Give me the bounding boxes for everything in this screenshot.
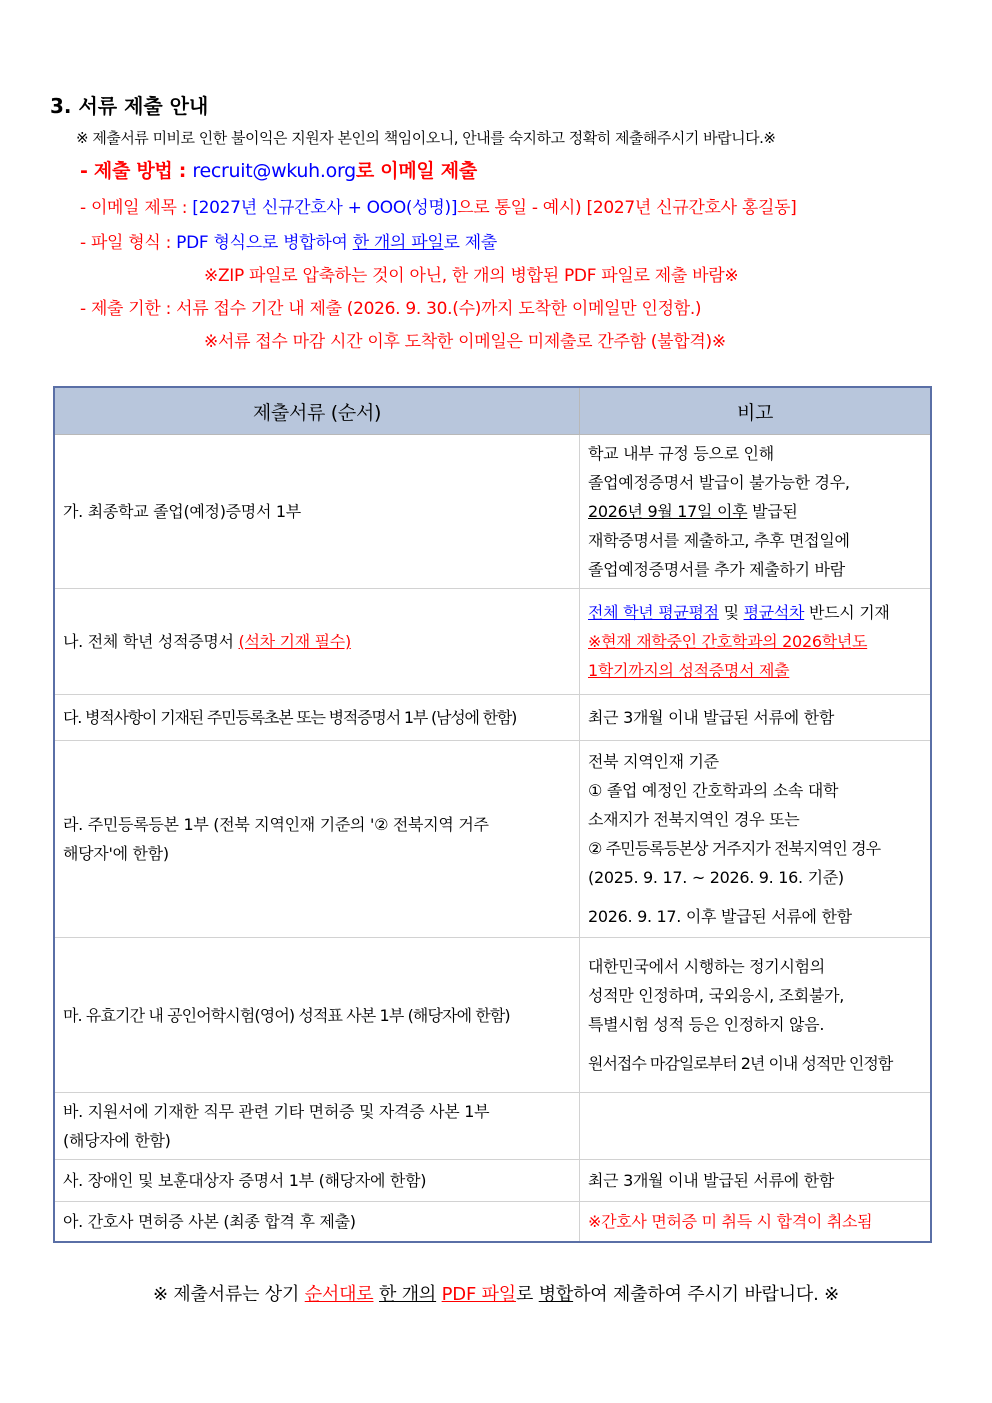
filetype-note: ※ZIP 파일로 압축하는 것이 아닌, 한 개의 병합된 PDF 파일로 제출 바람※	[204, 266, 739, 286]
header-remarks: 비고	[580, 387, 932, 435]
table-row	[54, 435, 931, 589]
table-row	[54, 938, 931, 1093]
email-address: recruit@wkuh.org	[192, 160, 356, 182]
doc-cell: 다. 병적사항이 기재된 주민등록초본 또는 병적증명서 1부 (남성에 한함)	[54, 695, 580, 741]
note-cell: 대한민국에서 시행하는 정기시험의 성적만 인정하며, 국외응시, 조회불가, 특별시험 성적 등은 인정하지 않음. 원서접수 마감일로부터 2년 이내 성적만 인정함	[580, 938, 932, 1093]
doc-cell: 가. 최종학교 졸업(예정)증명서 1부	[54, 435, 580, 589]
table-header-row	[54, 387, 931, 435]
table-row	[54, 589, 931, 695]
method-line: - 제출 방법 : recruit@wkuh.org로 이메일 제출	[80, 160, 477, 182]
table-row	[54, 695, 931, 741]
doc-cell: 바. 지원서에 기재한 직무 관련 기타 면허증 및 자격증 사본 1부 (해당자에 한함)	[54, 1093, 580, 1160]
notice-text: ※ 제출서류 미비로 인한 불이익은 지원자 본인의 책임이오니, 안내를 숙지하고 정확히 제출해주시기 바랍니다.※	[76, 129, 776, 147]
note-cell: 학교 내부 규정 등으로 인해 졸업예정증명서 발급이 불가능한 경우, 2026년 9월 17일 이후 발급된 재학증명서를 제출하고, 추후 면접일에 졸업예정증명서를 추가 제출하기 바람	[580, 435, 932, 589]
doc-cell: 라. 주민등록등본 1부 (전북 지역인재 기준의 '② 전북지역 거주 해당자'에 한함)	[54, 741, 580, 938]
deadline-line: - 제출 기한 : 서류 접수 기간 내 제출 (2026. 9. 30.(수)까지 도착한 이메일만 인정함.)	[80, 299, 702, 319]
section-title: 3. 서류 제출 안내	[50, 94, 209, 118]
filetype-line: - 파일 형식 : PDF 형식으로 병합하여 한 개의 파일로 제출	[80, 233, 497, 253]
note-cell	[580, 1093, 932, 1160]
doc-cell: 나. 전체 학년 성적증명서 (석차 기재 필수)	[54, 589, 580, 695]
doc-cell: 마. 유효기간 내 공인어학시험(영어) 성적표 사본 1부 (해당자에 한함)	[54, 938, 580, 1093]
documents-table	[53, 386, 932, 1243]
note-cell: 전북 지역인재 기준 ① 졸업 예정인 간호학과의 소속 대학 소재지가 전북지역인 경우 또는 ② 주민등록등본상 거주지가 전북지역인 경우 (2025. 9. 17. ~ 2026. 9. 16. 기준) 2026. 9. 17. 이후 발급된 서류에 한함	[580, 741, 932, 938]
table-row	[54, 1202, 931, 1242]
footer-note: ※ 제출서류는 상기 순서대로 한 개의 PDF 파일로 병합하여 제출하여 주시기 바랍니다. ※	[152, 1284, 840, 1305]
table-row	[54, 1160, 931, 1202]
note-cell: 최근 3개월 이내 발급된 서류에 한함	[580, 1160, 932, 1202]
table-row	[54, 741, 931, 938]
note-cell: 최근 3개월 이내 발급된 서류에 한함	[580, 695, 932, 741]
doc-cell: 사. 장애인 및 보훈대상자 증명서 1부 (해당자에 한함)	[54, 1160, 580, 1202]
header-documents: 제출서류 (순서)	[54, 387, 580, 435]
deadline-note: ※서류 접수 마감 시간 이후 도착한 이메일은 미제출로 간주함 (불합격)※	[204, 332, 726, 352]
doc-cell: 아. 간호사 면허증 사본 (최종 합격 후 제출)	[54, 1202, 580, 1242]
note-cell: ※간호사 면허증 미 취득 시 합격이 취소됨	[580, 1202, 932, 1242]
table-row	[54, 1093, 931, 1160]
subject-line: - 이메일 제목 : [2027년 신규간호사 + OOO(성명)]으로 통일 - 예시) [2027년 신규간호사 홍길동]	[80, 198, 797, 218]
note-cell: 전체 학년 평균평점 및 평균석차 반드시 기재 ※현재 재학중인 간호학과의 2026학년도 1학기까지의 성적증명서 제출	[580, 589, 932, 695]
